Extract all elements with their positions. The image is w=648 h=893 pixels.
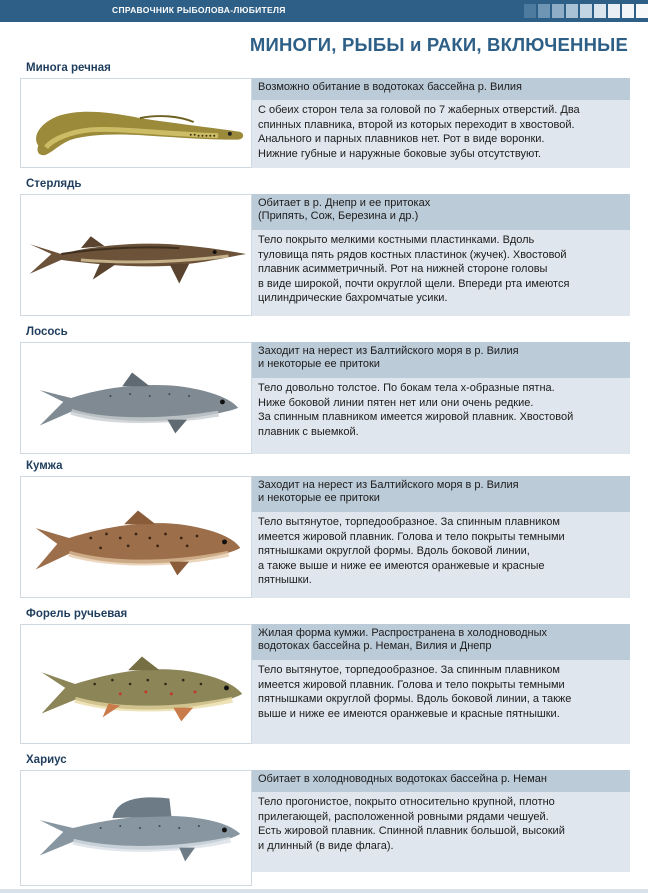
sterlet-illustration — [20, 194, 252, 316]
species-description: Тело вытянутое, торпедообразное. За спинным плавником имеется жировой плавник. Голова и тело покрыты темными пятнышками округлой формы. Вдоль боковой линии, а также выше и ниже ее имеются оранжевые и красные пятнышки. — [252, 512, 630, 598]
species-description: Тело прогонистое, покрыто относительно крупной, плотно прилегающей, расположенной ровными рядами чешуей. Есть жировой плавник. Спинной плавник большой, высокий и длинный (в виде флага). — [252, 792, 630, 872]
header-bar — [0, 0, 648, 22]
habitat-info: Возможно обитание в водотоках бассейна р. Вилия — [252, 78, 630, 100]
habitat-info: Жилая форма кумжи. Распространена в холодноводных водотоках бассейна р. Неман, Вилия и Днепр — [252, 624, 630, 660]
footer-line — [0, 889, 648, 893]
grayling-illustration — [20, 770, 252, 886]
header-decoration — [524, 4, 648, 18]
page-title: МИНОГИ, РЫБЫ и РАКИ, ВКЛЮЧЕННЫЕ — [249, 34, 628, 55]
habitat-info: Обитает в холодноводных водотоках бассейна р. Неман — [252, 770, 630, 792]
species-name: Кумжа — [26, 460, 63, 472]
species-description: Тело покрыто мелкими костными пластинками. Вдоль туловища пять рядов костных пластинок (жучек). Хвостовой плавник асимметричный. Рот на нижней стороне головы в виде широкой, почти округлой щели. Впереди рта имеются цилиндрические бахромчатые усики. — [252, 230, 630, 316]
species-description: Тело довольно толстое. По бокам тела х-образные пятна. Ниже боковой линии пятен нет или они очень редкие. За спинным плавником имеется жировой плавник. Хвостовой плавник с выемкой. — [252, 378, 630, 454]
species-name: Лосось — [26, 326, 68, 338]
species-name: Хариус — [26, 754, 67, 766]
salmon-illustration — [20, 342, 252, 454]
species-name: Форель ручьевая — [26, 608, 128, 620]
sea-trout-illustration — [20, 476, 252, 598]
species-name: Стерлядь — [26, 178, 82, 190]
habitat-info: Обитает в р. Днепр и ее притоках (Припять, Сож, Березина и др.) — [252, 194, 630, 230]
brook-trout-illustration — [20, 624, 252, 744]
habitat-info: Заходит на нерест из Балтийского моря в р. Вилия и некоторые ее притоки — [252, 342, 630, 378]
habitat-info: Заходит на нерест из Балтийского моря в р. Вилия и некоторые ее притоки — [252, 476, 630, 512]
species-description: Тело вытянутое, торпедообразное. За спинным плавником имеется жировой плавник. Голова и тело покрыты темными пятнышками округлой формы. Вдоль боковой линии, а также выше и ниже ее имеются оранжевые и красные пятнышки. — [252, 660, 630, 744]
species-description: С обеих сторон тела за головой по 7 жаберных отверстий. Два спинных плавника, второй из которых переходит в хвостовой. Анального и парных плавников нет. Рот в виде воронки. Нижние губные и наружные боковые зубы отсутствуют. — [252, 100, 630, 168]
lamprey-illustration — [20, 78, 252, 168]
species-name: Минога речная — [26, 62, 111, 74]
section-label: СПРАВОЧНИК РЫБОЛОВА-ЛЮБИТЕЛЯ — [112, 5, 286, 15]
